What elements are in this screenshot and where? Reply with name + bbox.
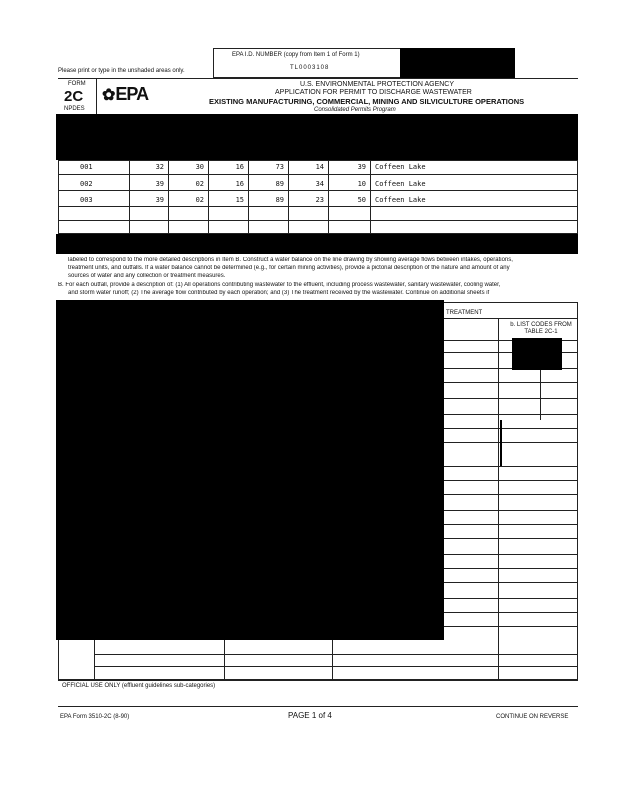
row-line [444, 524, 578, 525]
instruction-line: labeled to correspond to the more detailed descriptions in Item B. Construct a water balance on the line drawing by showing average flows between intakes, operations, [68, 257, 513, 263]
receiving-water: Coffeen Lake [375, 196, 426, 204]
longitude-sec: 39 [357, 163, 366, 171]
latitude-deg: 32 [155, 163, 164, 171]
epa-id-label: EPA I.D. NUMBER (copy from Item 1 of Form 1) [232, 52, 360, 58]
latitude-deg: 39 [155, 196, 164, 204]
operations-title: EXISTING MANUFACTURING, COMMERCIAL, MINING AND SILVICULTURE OPERATIONS [209, 97, 525, 106]
col-line [248, 160, 249, 234]
longitude-deg: 89 [275, 196, 284, 204]
latitude-sec: 15 [235, 196, 244, 204]
codes-header: b. LIST CODES FROM TABLE 2C-1 [510, 322, 572, 335]
redaction-block [400, 48, 515, 78]
col-line [129, 160, 130, 234]
longitude-min: 14 [315, 163, 324, 171]
outfall-number: 001 [80, 163, 93, 171]
row-line [444, 510, 578, 511]
row-line [444, 442, 578, 443]
official-use-label: OFFICIAL USE ONLY (effluent guidelines sub-categories) [62, 683, 216, 689]
redaction-block-codes [512, 338, 562, 370]
col-line [288, 160, 289, 234]
row-line [94, 666, 578, 667]
row-line [444, 582, 578, 583]
row-line [444, 538, 578, 539]
treatment-header: TREATMENT [446, 310, 483, 316]
form-box-divider [96, 78, 97, 114]
instruction-line: treatment units, and outfalls. If a water balance cannot be determined (e.g., for certain mining activities), provide a pictorial description of the nature and amount of any [68, 265, 510, 271]
row-line [58, 706, 578, 707]
col-line [168, 160, 169, 234]
col-line [370, 160, 371, 234]
row-line [444, 466, 578, 467]
latitude-sec: 16 [235, 163, 244, 171]
col-line [540, 370, 541, 420]
program-name: Consolidated Permits Program [314, 107, 396, 113]
epa-id-number: TL0003108 [290, 65, 330, 71]
row-line [444, 554, 578, 555]
form-number: 2C [64, 88, 84, 105]
form-sub: NPDES [64, 106, 85, 112]
print-instruction: Please print or type in the unshaded areas only. [58, 68, 185, 74]
longitude-min: 34 [315, 180, 324, 188]
agency-name: U.S. ENVIRONMENTAL PROTECTION AGENCY [300, 81, 455, 88]
outfall-number: 002 [80, 180, 93, 188]
epa-logo [102, 84, 148, 105]
longitude-min: 23 [315, 196, 324, 204]
row-line [94, 654, 578, 655]
form-id: EPA Form 3510-2C (8-90) [60, 714, 130, 720]
longitude-deg: 73 [275, 163, 284, 171]
latitude-sec: 16 [235, 180, 244, 188]
row-line [444, 480, 578, 481]
row-line [444, 612, 578, 613]
receiving-water: Coffeen Lake [375, 163, 426, 171]
latitude-min: 02 [195, 180, 204, 188]
header-top-line [58, 78, 578, 79]
latitude-deg: 39 [155, 180, 164, 188]
epa-logo-text: EPA [115, 84, 149, 104]
row-line [444, 414, 578, 415]
col-line [224, 640, 225, 680]
row-line [444, 318, 578, 319]
row-line [58, 220, 578, 221]
row-line [444, 568, 578, 569]
page-number: PAGE 1 of 4 [288, 711, 332, 720]
row-line [444, 382, 578, 383]
longitude-sec: 10 [357, 180, 366, 188]
row-line [58, 206, 578, 207]
col-line [500, 420, 502, 466]
redaction-band-section [56, 234, 578, 254]
continue-note: CONTINUE ON REVERSE [496, 714, 569, 720]
col-line [328, 160, 329, 234]
row-line [444, 494, 578, 495]
row-line [444, 598, 578, 599]
epa-flower-icon: ✿ [102, 87, 116, 104]
form-label: FORM [68, 81, 86, 87]
row-line [444, 428, 578, 429]
instruction-line: and storm water runoff; (2) The average flow contributed by each operation; and (3) The treatment received by the wastewater. Continue on additional sheets if [68, 290, 490, 296]
row-line [58, 190, 578, 191]
row-line [444, 398, 578, 399]
application-title: APPLICATION FOR PERMIT TO DISCHARGE WASTEWATER [275, 89, 472, 96]
longitude-deg: 89 [275, 180, 284, 188]
instruction-line: sources of water and any collection or treatment measures. [68, 273, 226, 279]
outfall-number: 003 [80, 196, 93, 204]
redaction-band-top [56, 114, 578, 160]
redaction-block-main [56, 300, 444, 640]
col-line [94, 640, 95, 680]
instruction-line: B. For each outfall, provide a description of: (1) All operations contributing wastewater to the effluent, including process wastewater, sanitary wastewater, cooling water, [58, 282, 501, 288]
row-line [444, 626, 578, 627]
latitude-min: 02 [195, 196, 204, 204]
receiving-water: Coffeen Lake [375, 180, 426, 188]
latitude-min: 30 [195, 163, 204, 171]
longitude-sec: 50 [357, 196, 366, 204]
row-line [58, 174, 578, 175]
col-line [332, 640, 333, 680]
col-line [208, 160, 209, 234]
row-line [58, 680, 578, 681]
